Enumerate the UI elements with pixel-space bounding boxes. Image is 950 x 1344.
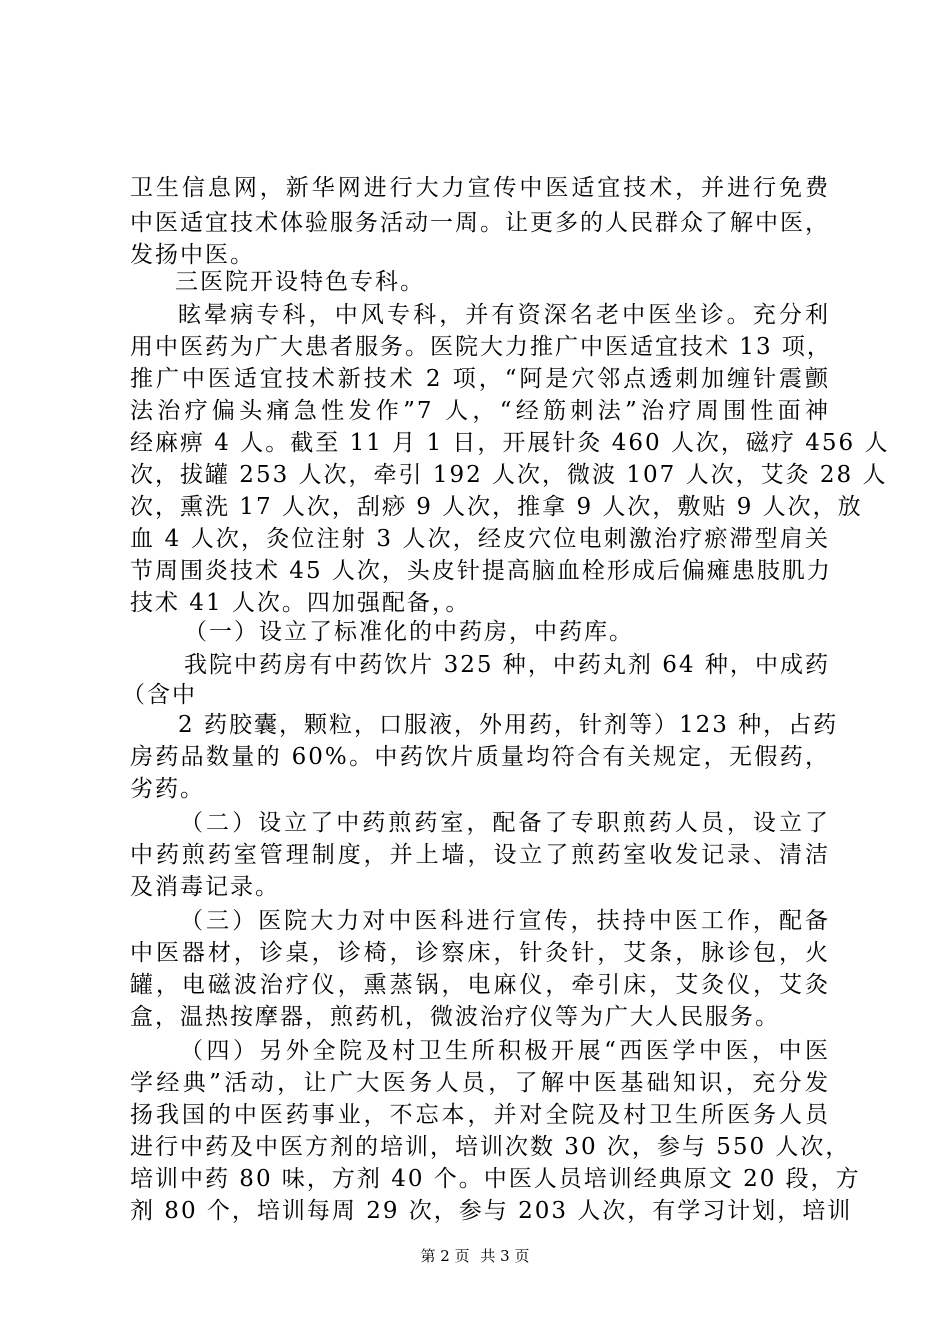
text-line: 我院中药房有中药饮片 325 种，中药丸剂 64 种，中成药: [184, 652, 830, 678]
text-line: 推广中医适宜技术新技术 2 项，“阿是穴邻点透刺加缠针震颤: [130, 366, 830, 392]
text-line: 用中医药为广大患者服务。医院大力推广中医适宜技术 13 项，: [130, 334, 832, 360]
text-line: 中医器材，诊桌，诊椅，诊察床，针灸针，艾条，脉诊包，火: [130, 940, 830, 966]
page-number: 第 2 页: [420, 1247, 470, 1265]
text-line: 中药煎药室管理制度，并上墙，设立了煎药室收发记录、清洁: [130, 842, 830, 868]
page-footer: [0, 1246, 950, 1266]
section-heading: （一）设立了标准化的中药房，中药库。: [184, 619, 634, 645]
text-line: 罐，电磁波治疗仪，熏蒸锅，电麻仪，牵引床，艾灸仪，艾灸: [130, 972, 830, 998]
text-line: （二）设立了中药煎药室，配备了专职煎药人员，设立了: [180, 810, 830, 836]
text-line: 法治疗偏头痛急性发作”7 人，“经筋刺法”治疗周围性面神: [130, 398, 830, 424]
text-line: 技术 41 人次。四加强配备，。: [130, 590, 471, 616]
text-line: 发扬中医。: [130, 242, 255, 268]
text-line: （四）另外全院及村卫生所积极开展“西医学中医，中医: [180, 1038, 830, 1064]
text-line: 进行中药及中医方剂的培训，培训次数 30 次，参与 550 人次，: [130, 1134, 851, 1160]
text-line: 盒，温热按摩器，煎药机，微波治疗仪等为广大人民服务。: [130, 1004, 780, 1030]
text-line: 眩晕病专科，中风专科，并有资深名老中医坐诊。充分利: [178, 302, 830, 328]
text-line: 劣药。: [130, 776, 205, 802]
page-total: 共 3 页: [480, 1247, 530, 1265]
text-line: 次，熏洗 17 人次，刮痧 9 人次，推拿 9 人次，敷贴 9 人次，放: [130, 494, 863, 520]
text-line: 剂 80 个，培训每周 29 次，参与 203 人次，有学习计划，培训: [130, 1198, 853, 1224]
text-line: 培训中药 80 味，方剂 40 个。中医人员培训经典原文 20 段，方: [130, 1166, 861, 1192]
text-line: 学经典”活动，让广大医务人员，了解中医基础知识，充分发: [130, 1070, 830, 1096]
text-line: 房药品数量的 60%。中药饮片质量均符合有关规定，无假药，: [130, 744, 830, 770]
text-line: 及消毒记录。: [130, 874, 280, 900]
text-line: 节周围炎技术 45 人次，头皮针提高脑血栓形成后偏瘫患肢肌力: [130, 558, 832, 584]
text-line: 次，拔罐 253 人次，牵引 192 人次，微波 107 人次，艾灸 28 人: [130, 462, 888, 488]
text-line: （三）医院大力对中医科进行宣传，扶持中医工作，配备: [180, 908, 830, 934]
text-line: 经麻痹 4 人。截至 11 月 1 日，开展针灸 460 人次，磁疗 456 人: [130, 430, 890, 456]
text-line: 中医适宜技术体验服务活动一周。让更多的人民群众了解中医，: [130, 210, 830, 236]
section-heading: 三医院开设特色专科。: [175, 269, 425, 295]
text-line: 血 4 人次，灸位注射 3 人次，经皮穴位电刺激治疗瘀滞型肩关: [130, 526, 830, 552]
text-line: 2 药胶囊，颗粒，口服液，外用药，针剂等）123 种，占药: [178, 712, 839, 738]
text-line: 扬我国的中医药事业，不忘本，并对全院及村卫生所医务人员: [130, 1102, 830, 1128]
text-line: 卫生信息网，新华网进行大力宣传中医适宜技术，并进行免费: [130, 175, 830, 201]
text-line: （含中: [122, 682, 197, 708]
